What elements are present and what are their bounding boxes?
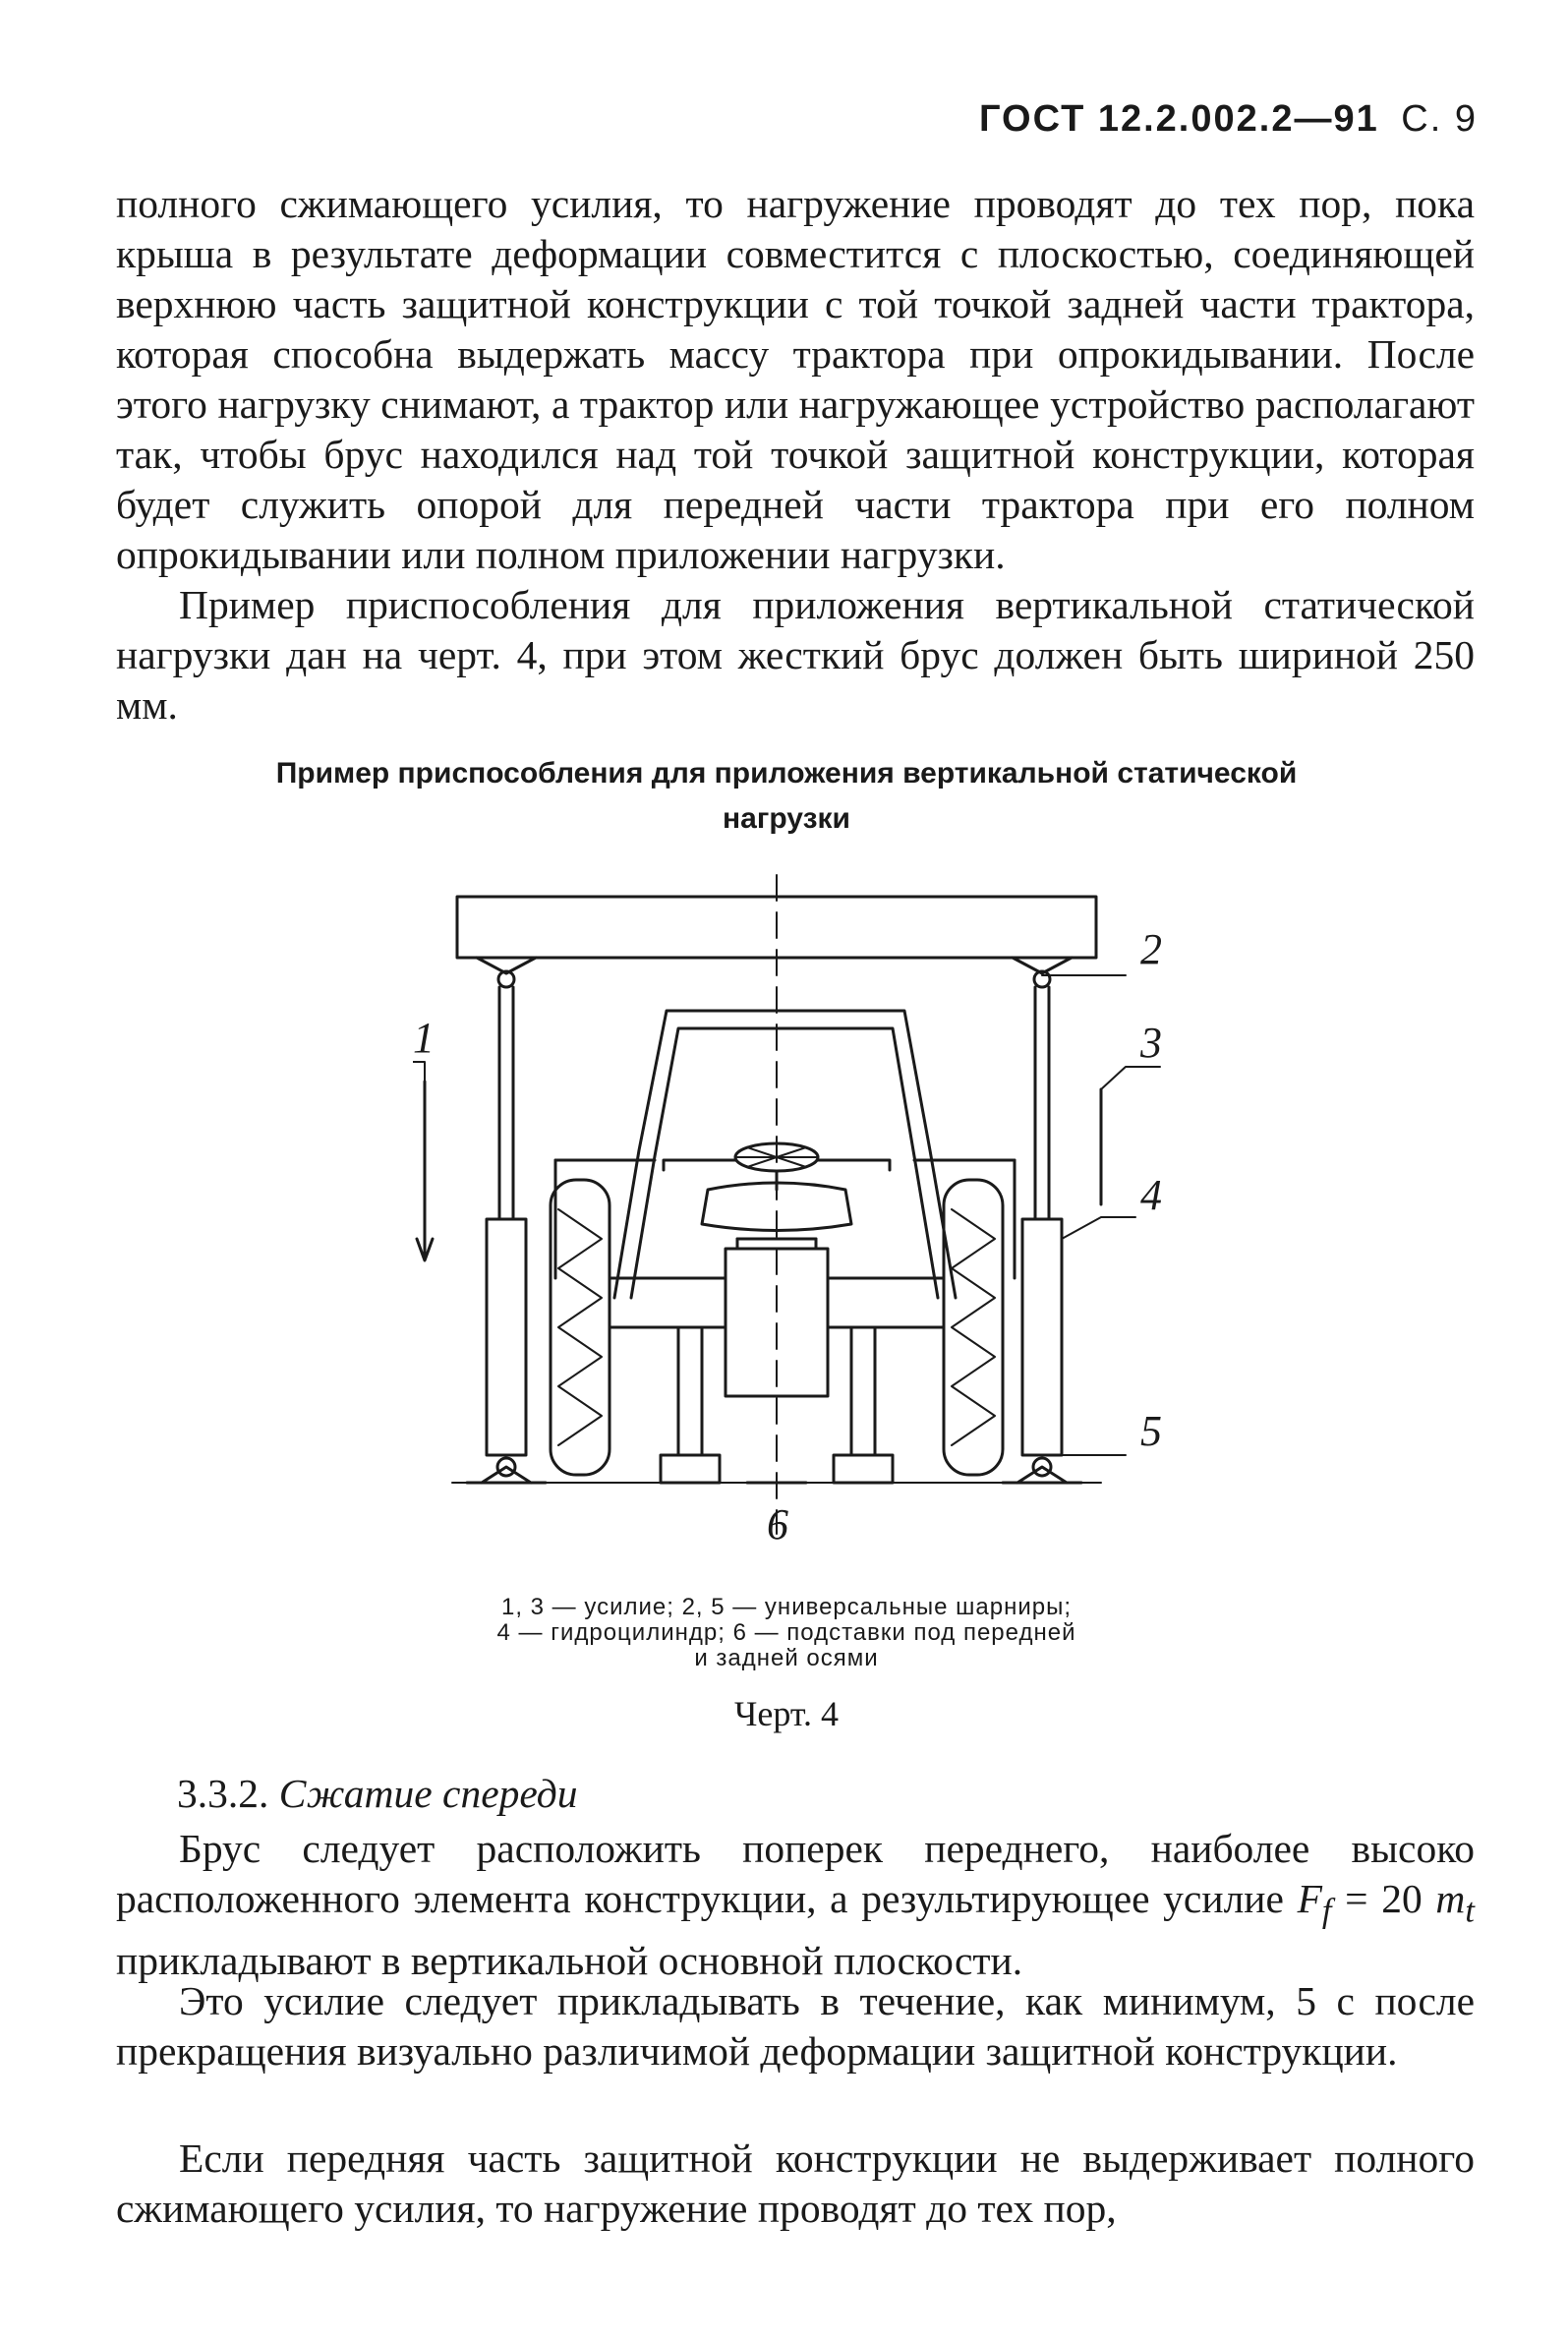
callout-4: 4 [1140, 1171, 1162, 1219]
figure-title [177, 751, 1396, 842]
page-header [979, 98, 1478, 141]
legend-line1: 1, 3 — усилие; 2, 5 — универсальные шарниры; [500, 1594, 1073, 1620]
callout-2: 2 [1140, 925, 1162, 973]
hydraulic-cylinder [1022, 1219, 1062, 1455]
callout-1: 1 [413, 1014, 435, 1062]
mass-symbol: m [1435, 1876, 1466, 1921]
page-number: С. 9 [1401, 98, 1478, 140]
legend-line2: 4 — гидроцилиндр; 6 — подставки под передней [496, 1619, 1076, 1646]
left-loading-column [467, 958, 546, 1483]
callout-6: 6 [767, 1500, 788, 1549]
force-symbol: F [1297, 1876, 1322, 1921]
legend-line3: и задней осями [694, 1645, 879, 1671]
section-title: Сжатие спереди [278, 1771, 578, 1816]
figure-title-line2: нагрузки [723, 802, 850, 835]
section-heading [177, 1770, 578, 1817]
figure-caption: Черт. 4 [734, 1694, 839, 1733]
intro-paragraph: полного сжимающего усилия, то нагружение проводят до тех пор, пока крыша в результате деформации совместится с плоскостью, соединяющей верхнюю часть защитной конструкции с той точкой задней части трактора, которая способна выдержать массу трактора при опрокидывании. После этого нагрузку снимают, а трактор или нагружающее устройство располагают так, чтобы брус находился над той точкой защитной конструкции, которая будет служить опорой для передней части трактора при его полном опрокидывании или полном приложении нагрузки. [116, 181, 1475, 577]
section-number: 3.3.2. [177, 1771, 269, 1816]
section-paragraph-2: Это усилие следует прикладывать в течение, как минимум, 5 с после прекращения визуально различимой деформации защитной конструкции. [116, 1978, 1475, 2074]
figure-title-line1: Пример приспособления для приложения вертикальной статической [275, 757, 1298, 790]
left-wheel [551, 1180, 610, 1475]
section-paragraph-1: Брус следует расположить поперек переднего, наиболее высоко расположенного элемента конструкции, а результирующее усилие $F_f = 20$ $m_t$ прикладывают в вертикальной основной плоскости. [116, 1826, 1475, 1984]
callout-5: 5 [1140, 1407, 1162, 1455]
tractor-test-rig-drawing [413, 865, 1278, 1573]
example-paragraph: Пример приспособления для приложения вертикальной статической нагрузки дан на черт. 4, при этом жесткий брус должен быть шириной 250 мм. [116, 582, 1475, 728]
callout-3: 3 [1140, 1019, 1162, 1067]
figure-legend [295, 1595, 1278, 1671]
right-wheel [944, 1180, 1003, 1475]
gost-number: ГОСТ 12.2.002.2—91 [978, 98, 1379, 140]
section-paragraph-3: Если передняя часть защитной конструкции не выдерживает полного сжимающего усилия, то нагружение проводят до тех пор, [116, 2135, 1475, 2231]
